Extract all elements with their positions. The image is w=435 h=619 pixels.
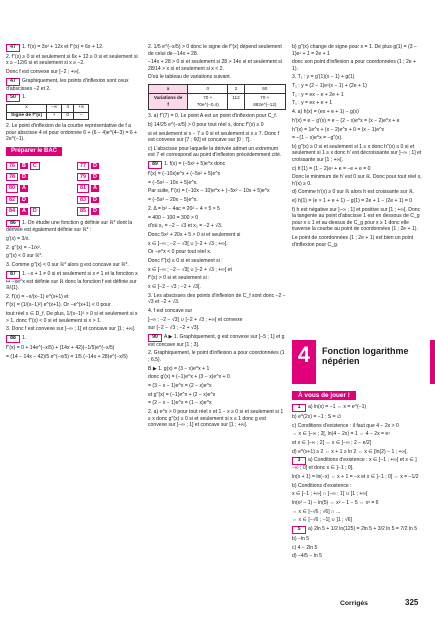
paragraph (6, 335, 138, 343)
exercise-1 (292, 404, 422, 455)
bac-answer-letter: A (22, 208, 26, 215)
paragraph-text: 1. (22, 94, 27, 101)
paragraph-text: f''(x) > 0 si et seulement si : (148, 275, 210, 282)
bac-answer-letter: D (22, 196, 26, 203)
paragraph-text: d'où x₁ = −2 − √3 et x₂ = −2 + √3. (148, 223, 223, 230)
paragraph-text: b) g''(x) ≥ 0 si et seulement si 1 ≥ x donc h''(x) ≤ 0 si et seulement si 1 ≥ x donc h' est décroissante sur ]−∞ ; 1] et croissante sur [1 ; +∞[. (292, 143, 422, 163)
paragraph-text: 3. T₁ : y = g'(1)(x − 1) + g(1) (292, 74, 355, 81)
bac-answer-item (6, 196, 67, 204)
paragraph (148, 122, 286, 129)
paragraph-text: tout réel x ∈ D_f. De plus, 1/(x−1)² > 0 si et seulement si x > 1, donc f''(x) < 0 si et seulement si x > 1. (6, 311, 138, 324)
paragraph-text: = (2 − x − 1)e^x = (1 − x)e^x (148, 400, 212, 407)
footer-label: Corrigés (340, 600, 368, 607)
paragraph-text: 3. a) f''(7) = 0. Le point A est un point d'inflexion pour C_f. (148, 113, 278, 120)
paragraph-text: h'(x) = e − g'(x) = e − (2 − x)e^x = (x − 2)e^x + e (292, 117, 400, 124)
paragraph (292, 189, 422, 196)
paragraph (148, 350, 286, 363)
paragraph-text: 1. f(x) = (−5x² + 5)e^x donc (164, 161, 226, 168)
exercise-number: 87 (6, 271, 20, 279)
bac-question-number: 84 (6, 207, 18, 215)
paragraph-text: 1. f'(x) = 3x² + 12x et f''(x) = 6x + 12. (22, 44, 104, 50)
paragraph-text: d) Comme h'(x) ≥ 0 sur ℝ alors h est croissante sur ℝ. (292, 189, 415, 196)
paragraph-text: D'où le tableau de variations suivant. (148, 74, 232, 81)
paragraph (292, 517, 422, 524)
bac-answer-letter: B (22, 162, 26, 169)
paragraph (292, 44, 422, 57)
paragraph (148, 241, 286, 248)
paragraph (148, 374, 286, 381)
paragraph (292, 198, 422, 205)
column-middle (148, 44, 286, 431)
paragraph (292, 207, 422, 233)
paragraph (148, 188, 286, 195)
paragraph-text: T₁ : y = (2 − 1)e¹(x − 1) + (2e + 1) (292, 83, 367, 90)
paragraph (148, 400, 286, 407)
paragraph (148, 113, 286, 120)
paragraph (292, 440, 422, 447)
exercise-number: 50 (6, 94, 20, 102)
paragraph (292, 457, 422, 471)
exercise-47-part2 (6, 78, 138, 92)
bac-answer-letter: D (93, 162, 97, 169)
paragraph-text: = (14 − 14x − 42)/5 e^(−x/5) = 1/5 (−14x + 28)e^(−x/5) (6, 353, 128, 360)
paragraph-text: 1. On étudie une fonction g définie sur ℝ* dont la dérivée est également définie sur ℝ* : (6, 219, 133, 234)
a-vous-de-jouer-banner: À vous de jouer ! (292, 391, 356, 400)
paragraph (6, 78, 138, 92)
bac-answer-item (77, 173, 138, 181)
paragraph (292, 545, 422, 552)
bac-answers-grid (6, 162, 138, 216)
paragraph (148, 146, 286, 159)
paragraph (292, 59, 422, 72)
paragraph (6, 302, 138, 309)
exercise-number: 89 (148, 161, 162, 169)
paragraph-text: 4. f est concave sur (148, 307, 193, 314)
paragraph-text: b) g''(x) change de signe pour x = 1. De plus g(1) = (3 − 1)e¹ + 1 = 2e + 1 (292, 44, 417, 57)
bac-answer-item (77, 184, 138, 192)
bac-answer-item (77, 162, 138, 170)
paragraph (292, 100, 422, 107)
paragraph-text: 4. a) h(x) = (ex + e + 1) − g(x) (292, 109, 359, 116)
paragraph (148, 308, 286, 315)
paragraph-text: c) 4 − 2ln 5 (292, 544, 318, 551)
paragraph (6, 44, 138, 52)
paragraph (6, 69, 138, 76)
exercise-number: 47 (6, 44, 20, 52)
sign-table-cell: +∞ (73, 105, 88, 113)
paragraph (292, 431, 422, 438)
paragraph (148, 206, 286, 213)
exercise-90-continued (292, 44, 422, 248)
paragraph-text: 2. g''(x) = −1/x². (6, 244, 42, 251)
exercise-number: 1 (292, 404, 306, 412)
paragraph (292, 83, 422, 90)
paragraph-text: d) e^(x+1) ≥ 2 ⇔ x + 1 ≥ ln 2 ⇔ x ∈ [ln(2) − 1 ; +∞[. (292, 448, 408, 455)
bac-answer-item (77, 207, 138, 215)
paragraph (292, 135, 422, 142)
bac-question-number: 85 (77, 207, 89, 215)
paragraph (292, 74, 422, 81)
bac-question-number: 77 (77, 162, 89, 170)
bac-answer-letter: D (22, 173, 26, 180)
paragraph-text: 2. Δ = b² − 4ac = 20² − 4 × 5 × 5 (148, 205, 220, 212)
paragraph-text: 3. Les abscisses des points d'inflexion de C_f sont donc −2 − √3 et −2 + √3. (148, 292, 286, 306)
paragraph (292, 166, 422, 173)
paragraph (148, 171, 286, 178)
paragraph (292, 509, 422, 516)
paragraph-text: f) h est négative sur ]−∞ ; 1] et positive sur [1 ; +∞[. Donc la tangente au point d'abscisse 1 est en dessous de C_g pour x ≤ 1 et au-dessus de C_g pour x ≥ 1 donc elle traverse la courbe au point de coordonnées (1 ; 2e + 1). (292, 206, 421, 233)
paragraph-text: ⇔ x ∈ [−√6 ; −1[ ∪ ]1 ; √6] (292, 517, 352, 524)
exercise-5 (292, 526, 422, 560)
paragraph (292, 423, 422, 430)
paragraph-text: Par suite, f''(x) = (−10x − 10)e^x + (−5x² − 10x + 5)e^x (148, 188, 270, 195)
paragraph-text: −14x + 28 > 0 si et seulement si 28 > 14x si et seulement si 28/14 > x si et seulement si x < 2. (148, 59, 282, 72)
paragraph (292, 553, 422, 560)
sign-table-cell: 4 (62, 105, 74, 113)
paragraph (292, 414, 422, 421)
variation-table-cell: 70 + 70e^(−0,4) (188, 94, 228, 110)
paragraph-text: Donc le minimum de h' est 0 sur ℝ. Donc pour tout réel x, h'(x) ≥ 0. (292, 174, 422, 187)
column-right-lower (292, 404, 422, 562)
variation-table (148, 84, 286, 111)
bac-answer-letter: D (93, 173, 97, 180)
paragraph-text: Graphiquement, les points d'inflexion sont ceux d'abscisses −2 et 2. (6, 77, 129, 92)
paragraph (6, 54, 138, 67)
paragraph (148, 325, 286, 332)
paragraph (292, 474, 422, 481)
paragraph-text: A ▶ 1. Graphiquement, g est convexe sur [−5 ; 1] et g est concave sur [1 ; 3]. (148, 333, 285, 348)
paragraph-text: Le point de coordonnées (1 ; 2e + 1) est bien un point d'inflexion pour C_g. (292, 235, 414, 248)
paragraph (148, 267, 286, 274)
exercise-50 (6, 94, 138, 102)
paragraph (292, 536, 422, 543)
sign-table-cell: x (7, 105, 47, 113)
paragraph-text: b) 14/25 e^(−x/5) > 0 pour tout réel x, donc f''(x) ≥ 0 (148, 122, 264, 129)
column-right (292, 44, 422, 250)
variation-table-cell: 60 (244, 84, 285, 94)
paragraph-text: Donc f''(x) ≤ 0 si et seulement si : (148, 257, 223, 264)
paragraph (148, 392, 286, 399)
paragraph (148, 180, 286, 187)
paragraph (6, 262, 138, 269)
paragraph (6, 294, 138, 301)
paragraph-text: et x ∈ ]−∞ ; 2[ ⇔ x ∈ ]−∞ ; 2 − e/2] (292, 440, 372, 447)
variation-table-cell: 112 (228, 94, 244, 110)
paragraph-text: ⇔ x ∈ ]−∞ ; 2[, ln(4 − 2x) = 1 ⇔ 4 − 2x = e¹ (292, 431, 390, 438)
paragraph (6, 253, 138, 260)
paragraph-text: ]−∞ ; −2 − √3] ∪ [−2 + √3 ; +∞[ et convexe (148, 316, 243, 323)
exercise-number: 3 (292, 457, 306, 465)
paragraph-text: ln(x² − 1) − ln(5) ⇔ x² − 1 − 5 ⇔ x² = 6 (292, 499, 379, 506)
paragraph (148, 258, 286, 265)
paragraph (148, 44, 286, 57)
paragraph (292, 526, 422, 534)
paragraph (6, 326, 138, 333)
paragraph-text: B ▶ 1. g(x) = (3 − x)e^x + 1 (148, 365, 210, 372)
bac-answer-letter: C (30, 162, 40, 170)
variation-table-cell: Variations de f (149, 94, 188, 110)
paragraph (292, 92, 422, 99)
paragraph-text: = (3 − x − 1)e^x = (2 − x)e^x (148, 383, 212, 390)
paragraph-text: f''(x) = (1/(x−1)²) e^(x+1). Or −e^(x+1) < 0 pour (6, 302, 111, 309)
paragraph (148, 74, 286, 81)
bac-answer-item (6, 207, 67, 215)
paragraph-text: 1. −x + 1 ≠ 0 si et seulement si x ≠ 1 et la fonction x ↦ −xe^x est définie sur ℝ donc la fonction f est définie sur ℝ\{1}. (6, 270, 138, 292)
exercise-90 (148, 334, 286, 429)
paragraph-text: b) Conditions d'existence : (292, 482, 352, 489)
paragraph (148, 197, 286, 204)
paragraph-text: 2. f''(x) ≥ 0 si et seulement si 6x + 12 ≥ 0 si et seulement si x ≥ −12/6 si et seulement si x ≥ −2. (6, 53, 138, 67)
paragraph (292, 483, 422, 490)
paragraph-text: sur [−2 − √3 ; −2 + √3]. (148, 325, 200, 332)
paragraph (292, 109, 422, 116)
paragraph (292, 491, 422, 498)
paragraph-text: x ∈ ]−1 ; +∞[ ∩ ]−∞ ; 1[ ∪ ]1 ; +∞[ (292, 491, 368, 498)
exercise-50-part2: 2. Le point d'inflexion de la courbe représentative de f a pour abscisse 4 et pour ordonnée 6 + (6 − 4)e^(4−3) = 6 + 2e^(−1). (6, 123, 138, 143)
sign-table (6, 104, 89, 120)
paragraph-text: ln(x + 1) = ln(−x) ⇔ x + 1 = −x et x ∈ ]−1 ; 0[ ⇔ x = −1/2 (292, 473, 419, 480)
paragraph-text: = −(1 − x)e^x = −g''(x). (292, 135, 343, 142)
paragraph-text: Or −e^x < 0 pour tout réel x. (148, 249, 212, 256)
exercise-89 (148, 161, 286, 332)
paragraph-text: a) 2ln 5 + 1/2 ln(125) = 2ln 5 + 3/2 ln 5 = 7/2 ln 5 (308, 526, 418, 533)
paragraph (148, 366, 286, 373)
bac-question-number: 80 (6, 184, 18, 192)
exercise-87 (6, 271, 138, 333)
paragraph (148, 223, 286, 230)
paragraph (148, 215, 286, 222)
paragraph-text: x ∈ ]−∞ ; −2 − √3[ ∪ ]−2 + √3 ; +∞[. (148, 240, 228, 247)
exercise-number: 5 (292, 526, 306, 534)
paragraph-text: x ∈ ]−∞ ; −2 − √3[ ∪ ]−2 + √3 ; +∞[ et (148, 266, 232, 273)
paragraph (148, 409, 286, 429)
paragraph-text: ⇔ x ∈ [−√6 ; √6] ∩ ... (292, 508, 341, 515)
paragraph-text: si et seulement si x − 7 ≥ 0 si et seulement si x ≥ 7. Donc f est convexe sur [7 ; 60] et concave sur [0 ; 7]. (148, 130, 280, 144)
paragraph (292, 449, 422, 456)
paragraph (292, 404, 422, 412)
bac-answer-letter: D (30, 207, 40, 215)
page-number: 325 (405, 598, 419, 607)
bac-answer-letter: A (93, 185, 97, 192)
bac-answer-item (6, 184, 67, 192)
bac-answer-letter: D (93, 208, 97, 215)
paragraph-text: c) Conditions d'existence : il faut que 4 − 2x > 0 (292, 422, 399, 429)
paragraph-text: donc son point d'inflexion a pour coordonnées (1 ; 2e + 1). (292, 59, 417, 72)
paragraph (148, 275, 286, 282)
paragraph-text: = (−5x² − 20x − 5)e^x. (148, 197, 198, 204)
paragraph-text: 2. f'(x) = −x/(x−1) e^(x+1) et (6, 293, 69, 300)
bac-answer-item (6, 173, 67, 181)
paragraph-text: Donc 5x² + 20x + 5 > 0 si et seulement si (148, 231, 241, 238)
paragraph-text: a) ln(x) = −1 ⇔ x = e^(−1) (308, 404, 367, 410)
paragraph-text: Donc f est convexe sur [−2 ; +∞[. (6, 69, 81, 76)
exercise-88-continued (148, 44, 286, 81)
paragraph (6, 354, 138, 361)
paragraph (148, 284, 286, 291)
exercise-number: 90 (148, 334, 162, 342)
sign-table-cell: −∞ (47, 105, 62, 113)
bac-question-number: 76 (6, 162, 18, 170)
paragraph-text: a) Conditions d'existence : x ∈ ]−1 ; +∞[ et x ∈ ]−∞ ; 0[ et donc x ∈ ]−1 ; 0[. (292, 457, 417, 472)
paragraph-text: x ∈ ]−2 − √3 ; −2 + √3[. (148, 284, 201, 291)
chapter-edge-tab (430, 340, 435, 384)
paragraph-text: g''(x) < 0 sur ℝ*. (6, 253, 43, 260)
sign-table-cell: − (73, 112, 88, 120)
exercise-number: 47 (6, 78, 20, 86)
chapter-number: 4 (292, 340, 316, 384)
paragraph-text: 2. a) e^x > 0 pour tout réel x et 1 − x ≥ 0 si et seulement si 1 ≥ x donc g''(x) ≥ 0 si et seulement si x ≤ 1 donc g est convexe sur ]−∞ ; 1] et concave sur [1 ; +∞[. (148, 409, 284, 429)
paragraph-text: et g''(x) = (−1)e^x + (2 − x)e^x (148, 391, 216, 398)
paragraph (148, 161, 286, 169)
paragraph-text: 2. Graphiquement, le point d'inflexion a pour coordonnées (1 ; 6,5). (148, 350, 285, 363)
paragraph-text: 1. (22, 335, 27, 342)
exercise-47-part1 (6, 44, 138, 76)
paragraph-text: e) h(1) = (e × 1 + e + 1) − g(1) = 2e + 1 − (2e + 1) = 0 (292, 198, 413, 205)
paragraph (148, 249, 286, 256)
chapter-header (292, 340, 424, 384)
exercise-3 (292, 457, 422, 523)
paragraph-text: T₁ : y = ex + e + 1 (292, 100, 333, 107)
paragraph-text: c) L'abscisse pour laquelle la dérivée admet un extremum est 7 et correspond au point d'inflexion précédemment cité. (148, 145, 282, 159)
paragraph (6, 245, 138, 252)
paragraph (292, 144, 422, 164)
variation-table-cell: 0 (188, 84, 228, 94)
sign-table-cell: 0 (62, 112, 74, 120)
exercise-88-part3 (148, 113, 286, 159)
exercise-88 (6, 335, 138, 360)
variation-table-cell: 2 (228, 84, 244, 94)
exercise-number: 88 (6, 335, 20, 343)
paragraph (148, 59, 286, 72)
column-left (6, 44, 138, 362)
bac-answer-letter: A (22, 185, 26, 192)
paragraph-text: f''(x) = 0 + 14e^(−x/5) + (14x + 42)(−1/5)e^(−x/5) (6, 345, 115, 351)
paragraph (292, 500, 422, 507)
paragraph (292, 118, 422, 125)
paragraph-text: T₁ : y = ex − e + 2e + 1 (292, 91, 344, 98)
paragraph-text: b) −ln 5 (292, 536, 310, 543)
bac-question-number: 78 (6, 173, 18, 181)
paragraph (6, 271, 138, 292)
bac-question-number: 83 (77, 196, 89, 204)
paragraph (6, 345, 138, 352)
paragraph-text: donc g'(x) = (−1)e^x + (3 − x)e^x + 0 (148, 374, 230, 381)
bac-section-title: Préparer le BAC (6, 147, 62, 156)
bac-answer-letter: D (93, 196, 97, 203)
bac-answer-item (77, 196, 138, 204)
paragraph (148, 232, 286, 239)
sign-table-cell: Signe de f''(x) (7, 112, 47, 120)
paragraph-text: h''(x) = 1e^x + (x − 2)e^x + 0 = (x − 1)e^x (292, 126, 385, 133)
paragraph (148, 334, 286, 348)
paragraph (148, 131, 286, 144)
paragraph-text: f'(x) = (−10x)e^x + (−5x² + 5)e^x (148, 171, 221, 178)
bac-question-number: 82 (6, 196, 18, 204)
paragraph-text: = (−5x² − 10x + 5)e^x. (148, 179, 198, 186)
paragraph (148, 317, 286, 324)
sign-table-cell: + (47, 112, 62, 120)
bac-answer-item (6, 162, 67, 170)
paragraph-text: c) h'(1) = (1 − 2)e¹ + e = −e + e = 0 (292, 165, 371, 172)
paragraph (6, 94, 138, 102)
exercise-86 (6, 220, 138, 269)
paragraph (292, 127, 422, 134)
paragraph (6, 220, 138, 234)
variation-table-cell: 70 + 882e^(−12) (244, 94, 285, 110)
paragraph (292, 174, 422, 187)
paragraph (6, 236, 138, 243)
paragraph (148, 383, 286, 390)
bac-question-number: 81 (77, 184, 89, 192)
paragraph-text: 2. 1/5 e^(−x/5) > 0 donc le signe de f''(x) dépend seulement de celui de −14x + 28. (148, 44, 282, 57)
paragraph (148, 293, 286, 306)
paragraph-text: 3. Comme g''(x) < 0 sur ℝ* alors g est concave sur ℝ*. (6, 262, 129, 269)
paragraph-text: b) e^(2x) = −1 ; S = ∅ (292, 413, 342, 420)
paragraph (292, 235, 422, 248)
variation-table-cell: x (149, 84, 188, 94)
paragraph (6, 311, 138, 324)
chapter-title: Fonction logarithme népérien (322, 346, 409, 366)
bac-question-number: 79 (77, 173, 89, 181)
paragraph-text: 3. Donc f est convexe sur ]−∞ ; 1[ et concave sur ]1 ; +∞[. (6, 326, 136, 333)
paragraph-text: g'(x) = 3/x. (6, 236, 30, 243)
paragraph-text: d) −4/5 − ln 5 (292, 553, 323, 560)
paragraph-text: = 400 − 100 = 300 > 0 (148, 214, 199, 221)
exercise-number: 86 (6, 220, 20, 228)
